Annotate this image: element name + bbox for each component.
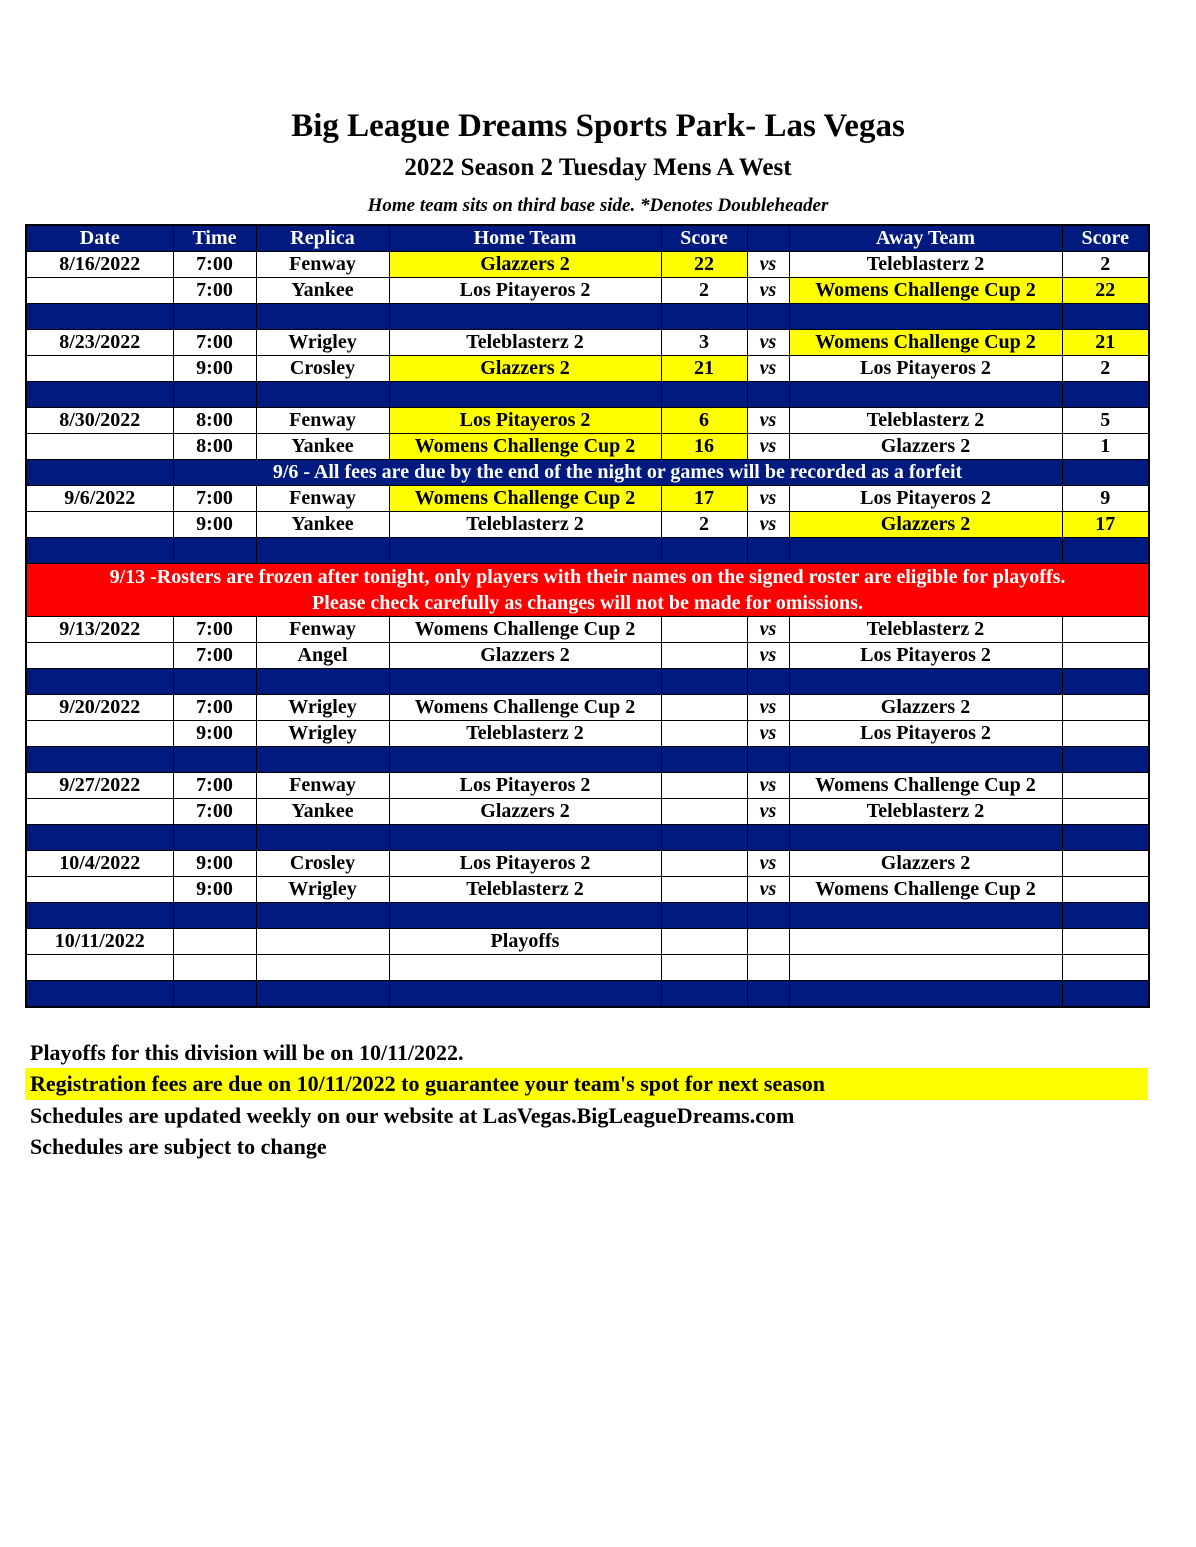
vs-cell: vs — [747, 617, 789, 643]
table-header-row — [26, 225, 1149, 252]
spacer-cell — [173, 669, 256, 695]
away-score-cell — [1062, 877, 1149, 903]
vs-cell: vs — [747, 851, 789, 877]
away-team-cell: Los Pitayeros 2 — [789, 356, 1062, 382]
spacer-cell — [747, 747, 789, 773]
vs-cell: vs — [747, 512, 789, 538]
home-team-cell: Glazzers 2 — [389, 643, 661, 669]
column-header-home-team: Home Team — [389, 225, 661, 252]
replica-cell: Fenway — [256, 486, 389, 512]
time-cell: 7:00 — [173, 773, 256, 799]
spacer-cell — [661, 382, 747, 408]
replica-cell: Wrigley — [256, 721, 389, 747]
away-team-cell: Teleblasterz 2 — [789, 252, 1062, 278]
fees-notice-text: 9/6 - All fees are due by the end of the night or games will be recorded as a forfeit — [173, 460, 1062, 486]
roster-freeze-line-1: 9/13 -Rosters are frozen after tonight, only players with their names on the signed roster are eligible for playoffs. — [109, 566, 1066, 588]
table-row — [26, 799, 1149, 825]
away-score-cell — [1062, 773, 1149, 799]
date-cell — [26, 278, 173, 304]
spacer-cell — [26, 669, 173, 695]
time-cell: 9:00 — [173, 512, 256, 538]
table-row — [26, 773, 1149, 799]
home-score-cell — [661, 617, 747, 643]
date-cell: 9/27/2022 — [26, 773, 173, 799]
away-score-cell: 1 — [1062, 434, 1149, 460]
vs-cell: vs — [747, 877, 789, 903]
away-score-cell — [1062, 643, 1149, 669]
time-cell: 8:00 — [173, 408, 256, 434]
away-team-cell: Womens Challenge Cup 2 — [789, 330, 1062, 356]
empty-cell — [256, 955, 389, 981]
home-team-cell: Los Pitayeros 2 — [389, 408, 661, 434]
vs-cell: vs — [747, 278, 789, 304]
spacer-cell — [256, 981, 389, 1008]
spacer-cell — [661, 825, 747, 851]
spacer-cell — [789, 903, 1062, 929]
vs-cell: vs — [747, 721, 789, 747]
home-team-cell: Womens Challenge Cup 2 — [389, 486, 661, 512]
table-row — [26, 695, 1149, 721]
date-cell — [26, 643, 173, 669]
spacer-cell — [747, 669, 789, 695]
home-score-cell — [661, 773, 747, 799]
column-header-away-score: Score — [1062, 225, 1149, 252]
empty-cell — [789, 955, 1062, 981]
spacer-cell — [1062, 981, 1149, 1008]
time-cell: 9:00 — [173, 851, 256, 877]
away-team-cell: Teleblasterz 2 — [789, 408, 1062, 434]
spacer-cell — [389, 981, 661, 1008]
roster-freeze-notice — [26, 564, 1149, 617]
spacer-cell — [789, 747, 1062, 773]
spacer-cell — [173, 538, 256, 564]
spacer-cell — [747, 903, 789, 929]
vs-cell: vs — [747, 252, 789, 278]
empty-cell — [747, 955, 789, 981]
spacer-row — [26, 304, 1149, 330]
replica-cell: Wrigley — [256, 877, 389, 903]
page-title: Big League Dreams Sports Park- Las Vegas — [291, 108, 905, 144]
spacer-cell — [256, 903, 389, 929]
away-score-cell — [1062, 851, 1149, 877]
table-row — [26, 877, 1149, 903]
spacer-cell — [389, 669, 661, 695]
date-cell: 9/6/2022 — [26, 486, 173, 512]
empty-cell — [389, 955, 661, 981]
spacer-cell — [389, 903, 661, 929]
spacer-cell — [747, 981, 789, 1008]
empty-cell — [173, 955, 256, 981]
spacer-cell — [26, 981, 173, 1008]
date-cell — [26, 721, 173, 747]
time-cell: 7:00 — [173, 486, 256, 512]
away-team-cell: Glazzers 2 — [789, 434, 1062, 460]
spacer-cell — [26, 747, 173, 773]
spacer-row — [26, 382, 1149, 408]
time-cell: 9:00 — [173, 356, 256, 382]
away-score-cell: 2 — [1062, 356, 1149, 382]
spacer-cell — [26, 825, 173, 851]
spacer-cell — [1062, 903, 1149, 929]
spacer-row — [26, 825, 1149, 851]
empty-cell — [1062, 955, 1149, 981]
date-cell — [26, 799, 173, 825]
home-team-cell: Glazzers 2 — [389, 799, 661, 825]
table-row — [26, 512, 1149, 538]
spacer-cell — [26, 304, 173, 330]
replica-cell: Fenway — [256, 252, 389, 278]
replica-cell: Yankee — [256, 512, 389, 538]
date-cell: 8/23/2022 — [26, 330, 173, 356]
fees-notice-row — [26, 460, 1149, 486]
playoffs-row — [26, 929, 1149, 955]
away-score-cell — [1062, 799, 1149, 825]
home-score-cell: 22 — [661, 252, 747, 278]
replica-cell: Fenway — [256, 617, 389, 643]
spacer-cell — [256, 538, 389, 564]
away-team-cell: Womens Challenge Cup 2 — [789, 278, 1062, 304]
away-score-cell — [1062, 617, 1149, 643]
replica-cell: Yankee — [256, 799, 389, 825]
replica-cell: Yankee — [256, 278, 389, 304]
date-cell: 10/11/2022 — [26, 929, 173, 955]
replica-cell: Crosley — [256, 356, 389, 382]
column-header-time: Time — [173, 225, 256, 252]
website-note: Schedules are updated weekly on our website at LasVegas.BigLeagueDreams.com — [30, 1103, 795, 1128]
home-score-cell: 3 — [661, 330, 747, 356]
away-score-cell: 2 — [1062, 252, 1149, 278]
spacer-cell — [173, 981, 256, 1008]
home-score-cell: 6 — [661, 408, 747, 434]
spacer-cell — [1062, 669, 1149, 695]
time-cell: 8:00 — [173, 434, 256, 460]
empty-cell — [661, 955, 747, 981]
roster-freeze-notice-row — [26, 564, 1149, 617]
spacer-cell — [747, 825, 789, 851]
time-cell: 7:00 — [173, 643, 256, 669]
replica-cell: Wrigley — [256, 695, 389, 721]
away-score-cell: 17 — [1062, 512, 1149, 538]
spacer-cell — [389, 382, 661, 408]
spacer-cell — [173, 747, 256, 773]
spacer-cell — [26, 538, 173, 564]
vs-cell: vs — [747, 486, 789, 512]
home-score-cell: 21 — [661, 356, 747, 382]
home-score-cell: 17 — [661, 486, 747, 512]
time-cell: 7:00 — [173, 617, 256, 643]
date-cell: 10/4/2022 — [26, 851, 173, 877]
spacer-cell — [1062, 382, 1149, 408]
time-cell: 9:00 — [173, 721, 256, 747]
date-cell: 9/13/2022 — [26, 617, 173, 643]
table-row — [26, 408, 1149, 434]
spacer-cell — [256, 304, 389, 330]
replica-cell: Wrigley — [256, 330, 389, 356]
spacer-cell — [173, 903, 256, 929]
spacer-row — [26, 981, 1149, 1008]
away-team-cell: Glazzers 2 — [789, 512, 1062, 538]
spacer-cell — [789, 382, 1062, 408]
spacer-cell — [661, 304, 747, 330]
spacer-cell — [256, 825, 389, 851]
empty-cell — [661, 929, 747, 955]
spacer-cell — [256, 669, 389, 695]
home-team-cell: Los Pitayeros 2 — [389, 278, 661, 304]
spacer-row — [26, 669, 1149, 695]
time-cell — [173, 929, 256, 955]
vs-cell: vs — [747, 330, 789, 356]
time-cell: 9:00 — [173, 877, 256, 903]
registration-note: Registration fees are due on 10/11/2022 to guarantee your team's spot for next season — [25, 1068, 1148, 1100]
spacer-cell — [389, 747, 661, 773]
table-row — [26, 486, 1149, 512]
spacer-cell — [173, 382, 256, 408]
spacer-cell — [661, 903, 747, 929]
spacer-cell — [256, 747, 389, 773]
spacer-cell — [389, 825, 661, 851]
blank-row — [26, 955, 1149, 981]
column-header-vs — [747, 225, 789, 252]
date-cell — [26, 877, 173, 903]
table-row — [26, 851, 1149, 877]
vs-cell: vs — [747, 434, 789, 460]
date-cell — [26, 356, 173, 382]
spacer-cell — [1062, 304, 1149, 330]
spacer-cell — [173, 304, 256, 330]
spacer-cell — [173, 825, 256, 851]
spacer-cell — [1062, 538, 1149, 564]
home-team-cell: Teleblasterz 2 — [389, 330, 661, 356]
change-note: Schedules are subject to change — [30, 1134, 327, 1159]
time-cell: 7:00 — [173, 330, 256, 356]
away-score-cell — [1062, 695, 1149, 721]
table-row — [26, 721, 1149, 747]
empty-cell — [1062, 929, 1149, 955]
spacer-cell — [26, 382, 173, 408]
spacer-cell — [661, 669, 747, 695]
away-team-cell: Teleblasterz 2 — [789, 799, 1062, 825]
replica-cell: Yankee — [256, 434, 389, 460]
spacer-cell — [789, 669, 1062, 695]
spacer-cell — [26, 460, 173, 486]
vs-cell: vs — [747, 695, 789, 721]
home-score-cell — [661, 851, 747, 877]
empty-cell — [789, 929, 1062, 955]
away-score-cell: 21 — [1062, 330, 1149, 356]
spacer-cell — [389, 538, 661, 564]
empty-cell — [26, 955, 173, 981]
column-header-date: Date — [26, 225, 173, 252]
time-cell: 7:00 — [173, 278, 256, 304]
home-score-cell: 2 — [661, 278, 747, 304]
home-score-cell — [661, 721, 747, 747]
away-team-cell: Los Pitayeros 2 — [789, 721, 1062, 747]
spacer-cell — [1062, 825, 1149, 851]
time-cell: 7:00 — [173, 695, 256, 721]
home-team-cell: Los Pitayeros 2 — [389, 851, 661, 877]
column-header-replica: Replica — [256, 225, 389, 252]
spacer-cell — [661, 747, 747, 773]
away-score-cell: 22 — [1062, 278, 1149, 304]
vs-cell: vs — [747, 773, 789, 799]
home-team-cell: Womens Challenge Cup 2 — [389, 434, 661, 460]
home-score-cell: 16 — [661, 434, 747, 460]
spacer-cell — [389, 304, 661, 330]
spacer-cell — [789, 825, 1062, 851]
spacer-cell — [747, 538, 789, 564]
away-team-cell: Womens Challenge Cup 2 — [789, 773, 1062, 799]
date-cell — [26, 512, 173, 538]
home-score-cell: 2 — [661, 512, 747, 538]
table-row — [26, 643, 1149, 669]
table-row — [26, 330, 1149, 356]
vs-cell: vs — [747, 799, 789, 825]
away-team-cell: Glazzers 2 — [789, 695, 1062, 721]
playoffs-label: Playoffs — [389, 929, 661, 955]
spacer-cell — [747, 382, 789, 408]
vs-cell: vs — [747, 643, 789, 669]
spacer-cell — [789, 538, 1062, 564]
spacer-row — [26, 903, 1149, 929]
spacer-row — [26, 747, 1149, 773]
spacer-row — [26, 538, 1149, 564]
table-row — [26, 356, 1149, 382]
away-score-cell: 5 — [1062, 408, 1149, 434]
away-score-cell: 9 — [1062, 486, 1149, 512]
schedule-note: Home team sits on third base side. *Denotes Doubleheader — [367, 195, 829, 216]
replica-cell: Crosley — [256, 851, 389, 877]
date-cell: 9/20/2022 — [26, 695, 173, 721]
table-row — [26, 278, 1149, 304]
date-cell — [26, 434, 173, 460]
home-team-cell: Teleblasterz 2 — [389, 721, 661, 747]
away-team-cell: Womens Challenge Cup 2 — [789, 877, 1062, 903]
home-team-cell: Teleblasterz 2 — [389, 877, 661, 903]
spacer-cell — [789, 981, 1062, 1008]
away-team-cell: Glazzers 2 — [789, 851, 1062, 877]
date-cell: 8/16/2022 — [26, 252, 173, 278]
time-cell: 7:00 — [173, 799, 256, 825]
table-row — [26, 252, 1149, 278]
empty-cell — [747, 929, 789, 955]
home-team-cell: Womens Challenge Cup 2 — [389, 617, 661, 643]
replica-cell: Fenway — [256, 773, 389, 799]
table-row — [26, 617, 1149, 643]
away-team-cell: Los Pitayeros 2 — [789, 486, 1062, 512]
home-score-cell — [661, 695, 747, 721]
spacer-cell — [1062, 747, 1149, 773]
column-header-away-team: Away Team — [789, 225, 1062, 252]
vs-cell: vs — [747, 408, 789, 434]
away-team-cell: Los Pitayeros 2 — [789, 643, 1062, 669]
home-team-cell: Glazzers 2 — [389, 252, 661, 278]
replica-cell — [256, 929, 389, 955]
spacer-cell — [661, 538, 747, 564]
replica-cell: Angel — [256, 643, 389, 669]
spacer-cell — [661, 981, 747, 1008]
spacer-cell — [747, 304, 789, 330]
time-cell: 7:00 — [173, 252, 256, 278]
table-row — [26, 434, 1149, 460]
date-cell: 8/30/2022 — [26, 408, 173, 434]
column-header-home-score: Score — [661, 225, 747, 252]
spacer-cell — [1062, 460, 1149, 486]
spacer-cell — [256, 382, 389, 408]
away-score-cell — [1062, 721, 1149, 747]
schedule-table — [25, 224, 1150, 1008]
home-score-cell — [661, 643, 747, 669]
home-team-cell: Womens Challenge Cup 2 — [389, 695, 661, 721]
replica-cell: Fenway — [256, 408, 389, 434]
vs-cell: vs — [747, 356, 789, 382]
spacer-cell — [26, 903, 173, 929]
page-subtitle: 2022 Season 2 Tuesday Mens A West — [404, 154, 792, 181]
home-score-cell — [661, 799, 747, 825]
schedule-body — [26, 252, 1149, 1008]
home-team-cell: Los Pitayeros 2 — [389, 773, 661, 799]
away-team-cell: Teleblasterz 2 — [789, 617, 1062, 643]
home-score-cell — [661, 877, 747, 903]
home-team-cell: Teleblasterz 2 — [389, 512, 661, 538]
spacer-cell — [789, 304, 1062, 330]
home-team-cell: Glazzers 2 — [389, 356, 661, 382]
roster-freeze-line-2: Please check carefully as changes will not be made for omissions. — [312, 592, 863, 614]
playoffs-note: Playoffs for this division will be on 10/11/2022. — [30, 1040, 464, 1065]
